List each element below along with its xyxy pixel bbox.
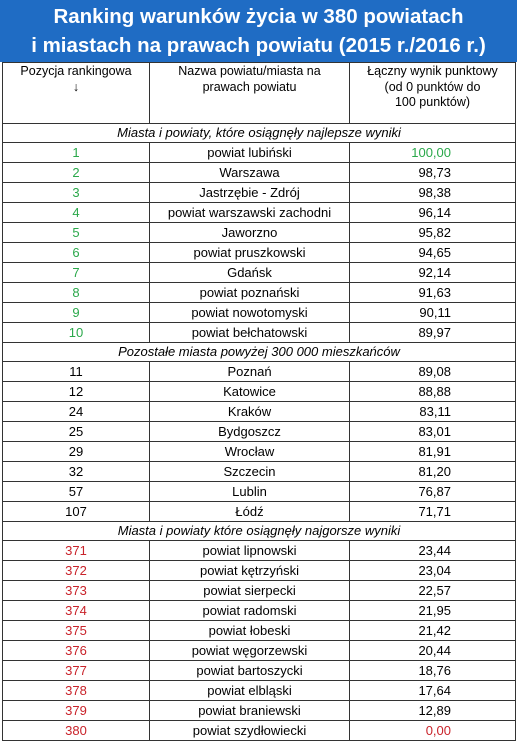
rank-position: 107 xyxy=(3,502,150,522)
score-value: 91,63 xyxy=(350,283,516,303)
rank-position: 378 xyxy=(3,681,150,701)
district-name: powiat elbląski xyxy=(150,681,350,701)
rank-position: 12 xyxy=(3,382,150,402)
table-row xyxy=(3,462,516,482)
table-row xyxy=(3,283,516,303)
district-name: Kraków xyxy=(150,402,350,422)
ranking-body xyxy=(3,124,516,741)
table-row xyxy=(3,541,516,561)
section-title: Pozostałe miasta powyżej 300 000 mieszkańców xyxy=(3,343,516,362)
header-row xyxy=(3,63,516,124)
rank-position: 372 xyxy=(3,561,150,581)
district-name: powiat łobeski xyxy=(150,621,350,641)
district-name: powiat lipnowski xyxy=(150,541,350,561)
header-score xyxy=(350,63,516,124)
district-name: Jaworzno xyxy=(150,223,350,243)
district-name: Lublin xyxy=(150,482,350,502)
rank-position: 6 xyxy=(3,243,150,263)
district-name: powiat poznański xyxy=(150,283,350,303)
rank-position: 377 xyxy=(3,661,150,681)
section-title: Miasta i powiaty, które osiągnęły najlepsze wyniki xyxy=(3,124,516,143)
score-value: 71,71 xyxy=(350,502,516,522)
district-name: Bydgoszcz xyxy=(150,422,350,442)
district-name: powiat szydłowiecki xyxy=(150,721,350,741)
header-score-line-3: 100 punktów) xyxy=(394,95,471,109)
district-name: powiat sierpecki xyxy=(150,581,350,601)
district-name: Katowice xyxy=(150,382,350,402)
district-name: Wrocław xyxy=(150,442,350,462)
table-row xyxy=(3,203,516,223)
district-name: powiat bełchatowski xyxy=(150,323,350,343)
header-position-label: Pozycja rankingowa xyxy=(20,64,132,78)
rank-position: 2 xyxy=(3,163,150,183)
score-value: 98,73 xyxy=(350,163,516,183)
header-score-line-2: (od 0 punktów do xyxy=(384,79,481,94)
rank-position: 376 xyxy=(3,641,150,661)
score-value: 88,88 xyxy=(350,382,516,402)
table-row xyxy=(3,362,516,382)
district-name: Poznań xyxy=(150,362,350,382)
rank-position: 4 xyxy=(3,203,150,223)
table-row xyxy=(3,143,516,163)
table-row xyxy=(3,163,516,183)
table-row xyxy=(3,502,516,522)
rank-position: 11 xyxy=(3,362,150,382)
table-row xyxy=(3,621,516,641)
ranking-title xyxy=(0,0,517,62)
table-row xyxy=(3,263,516,283)
district-name: powiat węgorzewski xyxy=(150,641,350,661)
score-value: 23,44 xyxy=(350,541,516,561)
district-name: powiat radomski xyxy=(150,601,350,621)
score-value: 81,91 xyxy=(350,442,516,462)
score-value: 83,01 xyxy=(350,422,516,442)
table-row xyxy=(3,223,516,243)
table-row xyxy=(3,382,516,402)
table-row xyxy=(3,303,516,323)
district-name: Warszawa xyxy=(150,163,350,183)
table-row xyxy=(3,601,516,621)
rank-position: 3 xyxy=(3,183,150,203)
title-line-2: i miastach na prawach powiatu (2015 r./2016 r.) xyxy=(31,34,486,57)
score-value: 92,14 xyxy=(350,263,516,283)
rank-position: 371 xyxy=(3,541,150,561)
table-row xyxy=(3,701,516,721)
rank-position: 5 xyxy=(3,223,150,243)
rank-position: 373 xyxy=(3,581,150,601)
score-value: 21,42 xyxy=(350,621,516,641)
header-name-line-1: Nazwa powiatu/miasta na xyxy=(178,64,321,78)
rank-position: 7 xyxy=(3,263,150,283)
district-name: powiat bartoszycki xyxy=(150,661,350,681)
rank-position: 375 xyxy=(3,621,150,641)
section-header-row xyxy=(3,522,516,541)
table-row xyxy=(3,721,516,741)
score-value: 12,89 xyxy=(350,701,516,721)
rank-position: 25 xyxy=(3,422,150,442)
table-row xyxy=(3,482,516,502)
table-row xyxy=(3,243,516,263)
score-value: 17,64 xyxy=(350,681,516,701)
table-row xyxy=(3,561,516,581)
table-row xyxy=(3,661,516,681)
rank-position: 32 xyxy=(3,462,150,482)
score-value: 18,76 xyxy=(350,661,516,681)
score-value: 81,20 xyxy=(350,462,516,482)
score-value: 23,04 xyxy=(350,561,516,581)
score-value: 98,38 xyxy=(350,183,516,203)
header-name xyxy=(150,63,350,124)
score-value: 21,95 xyxy=(350,601,516,621)
score-value: 89,08 xyxy=(350,362,516,382)
rank-position: 57 xyxy=(3,482,150,502)
score-value: 100,00 xyxy=(350,143,516,163)
score-value: 96,14 xyxy=(350,203,516,223)
rank-position: 24 xyxy=(3,402,150,422)
score-value: 94,65 xyxy=(350,243,516,263)
title-line-1: Ranking warunków życia w 380 powiatach xyxy=(53,5,464,28)
table-row xyxy=(3,442,516,462)
score-value: 0,00 xyxy=(350,721,516,741)
section-header-row xyxy=(3,343,516,362)
table-row xyxy=(3,422,516,442)
rank-position: 29 xyxy=(3,442,150,462)
district-name: powiat lubiński xyxy=(150,143,350,163)
ranking-table xyxy=(2,62,516,741)
section-title: Miasta i powiaty które osiągnęły najgorsze wyniki xyxy=(3,522,516,541)
score-value: 95,82 xyxy=(350,223,516,243)
table-row xyxy=(3,323,516,343)
district-name: Łódź xyxy=(150,502,350,522)
header-name-line-2: prawach powiatu xyxy=(202,79,297,94)
district-name: Gdańsk xyxy=(150,263,350,283)
district-name: powiat nowotomyski xyxy=(150,303,350,323)
district-name: powiat braniewski xyxy=(150,701,350,721)
table-row xyxy=(3,681,516,701)
district-name: powiat pruszkowski xyxy=(150,243,350,263)
rank-position: 1 xyxy=(3,143,150,163)
rank-position: 379 xyxy=(3,701,150,721)
rank-position: 374 xyxy=(3,601,150,621)
header-score-line-1: Łączny wynik punktowy xyxy=(367,64,498,78)
rank-position: 10 xyxy=(3,323,150,343)
rank-position: 380 xyxy=(3,721,150,741)
table-row xyxy=(3,183,516,203)
arrow-down-icon: ↓ xyxy=(72,79,80,94)
score-value: 90,11 xyxy=(350,303,516,323)
district-name: Szczecin xyxy=(150,462,350,482)
header-position xyxy=(3,63,150,124)
rank-position: 8 xyxy=(3,283,150,303)
rank-position: 9 xyxy=(3,303,150,323)
table-row xyxy=(3,402,516,422)
score-value: 83,11 xyxy=(350,402,516,422)
district-name: powiat warszawski zachodni xyxy=(150,203,350,223)
table-row xyxy=(3,641,516,661)
score-value: 22,57 xyxy=(350,581,516,601)
score-value: 76,87 xyxy=(350,482,516,502)
section-header-row xyxy=(3,124,516,143)
district-name: powiat kętrzyński xyxy=(150,561,350,581)
score-value: 20,44 xyxy=(350,641,516,661)
district-name: Jastrzębie - Zdrój xyxy=(150,183,350,203)
score-value: 89,97 xyxy=(350,323,516,343)
table-row xyxy=(3,581,516,601)
